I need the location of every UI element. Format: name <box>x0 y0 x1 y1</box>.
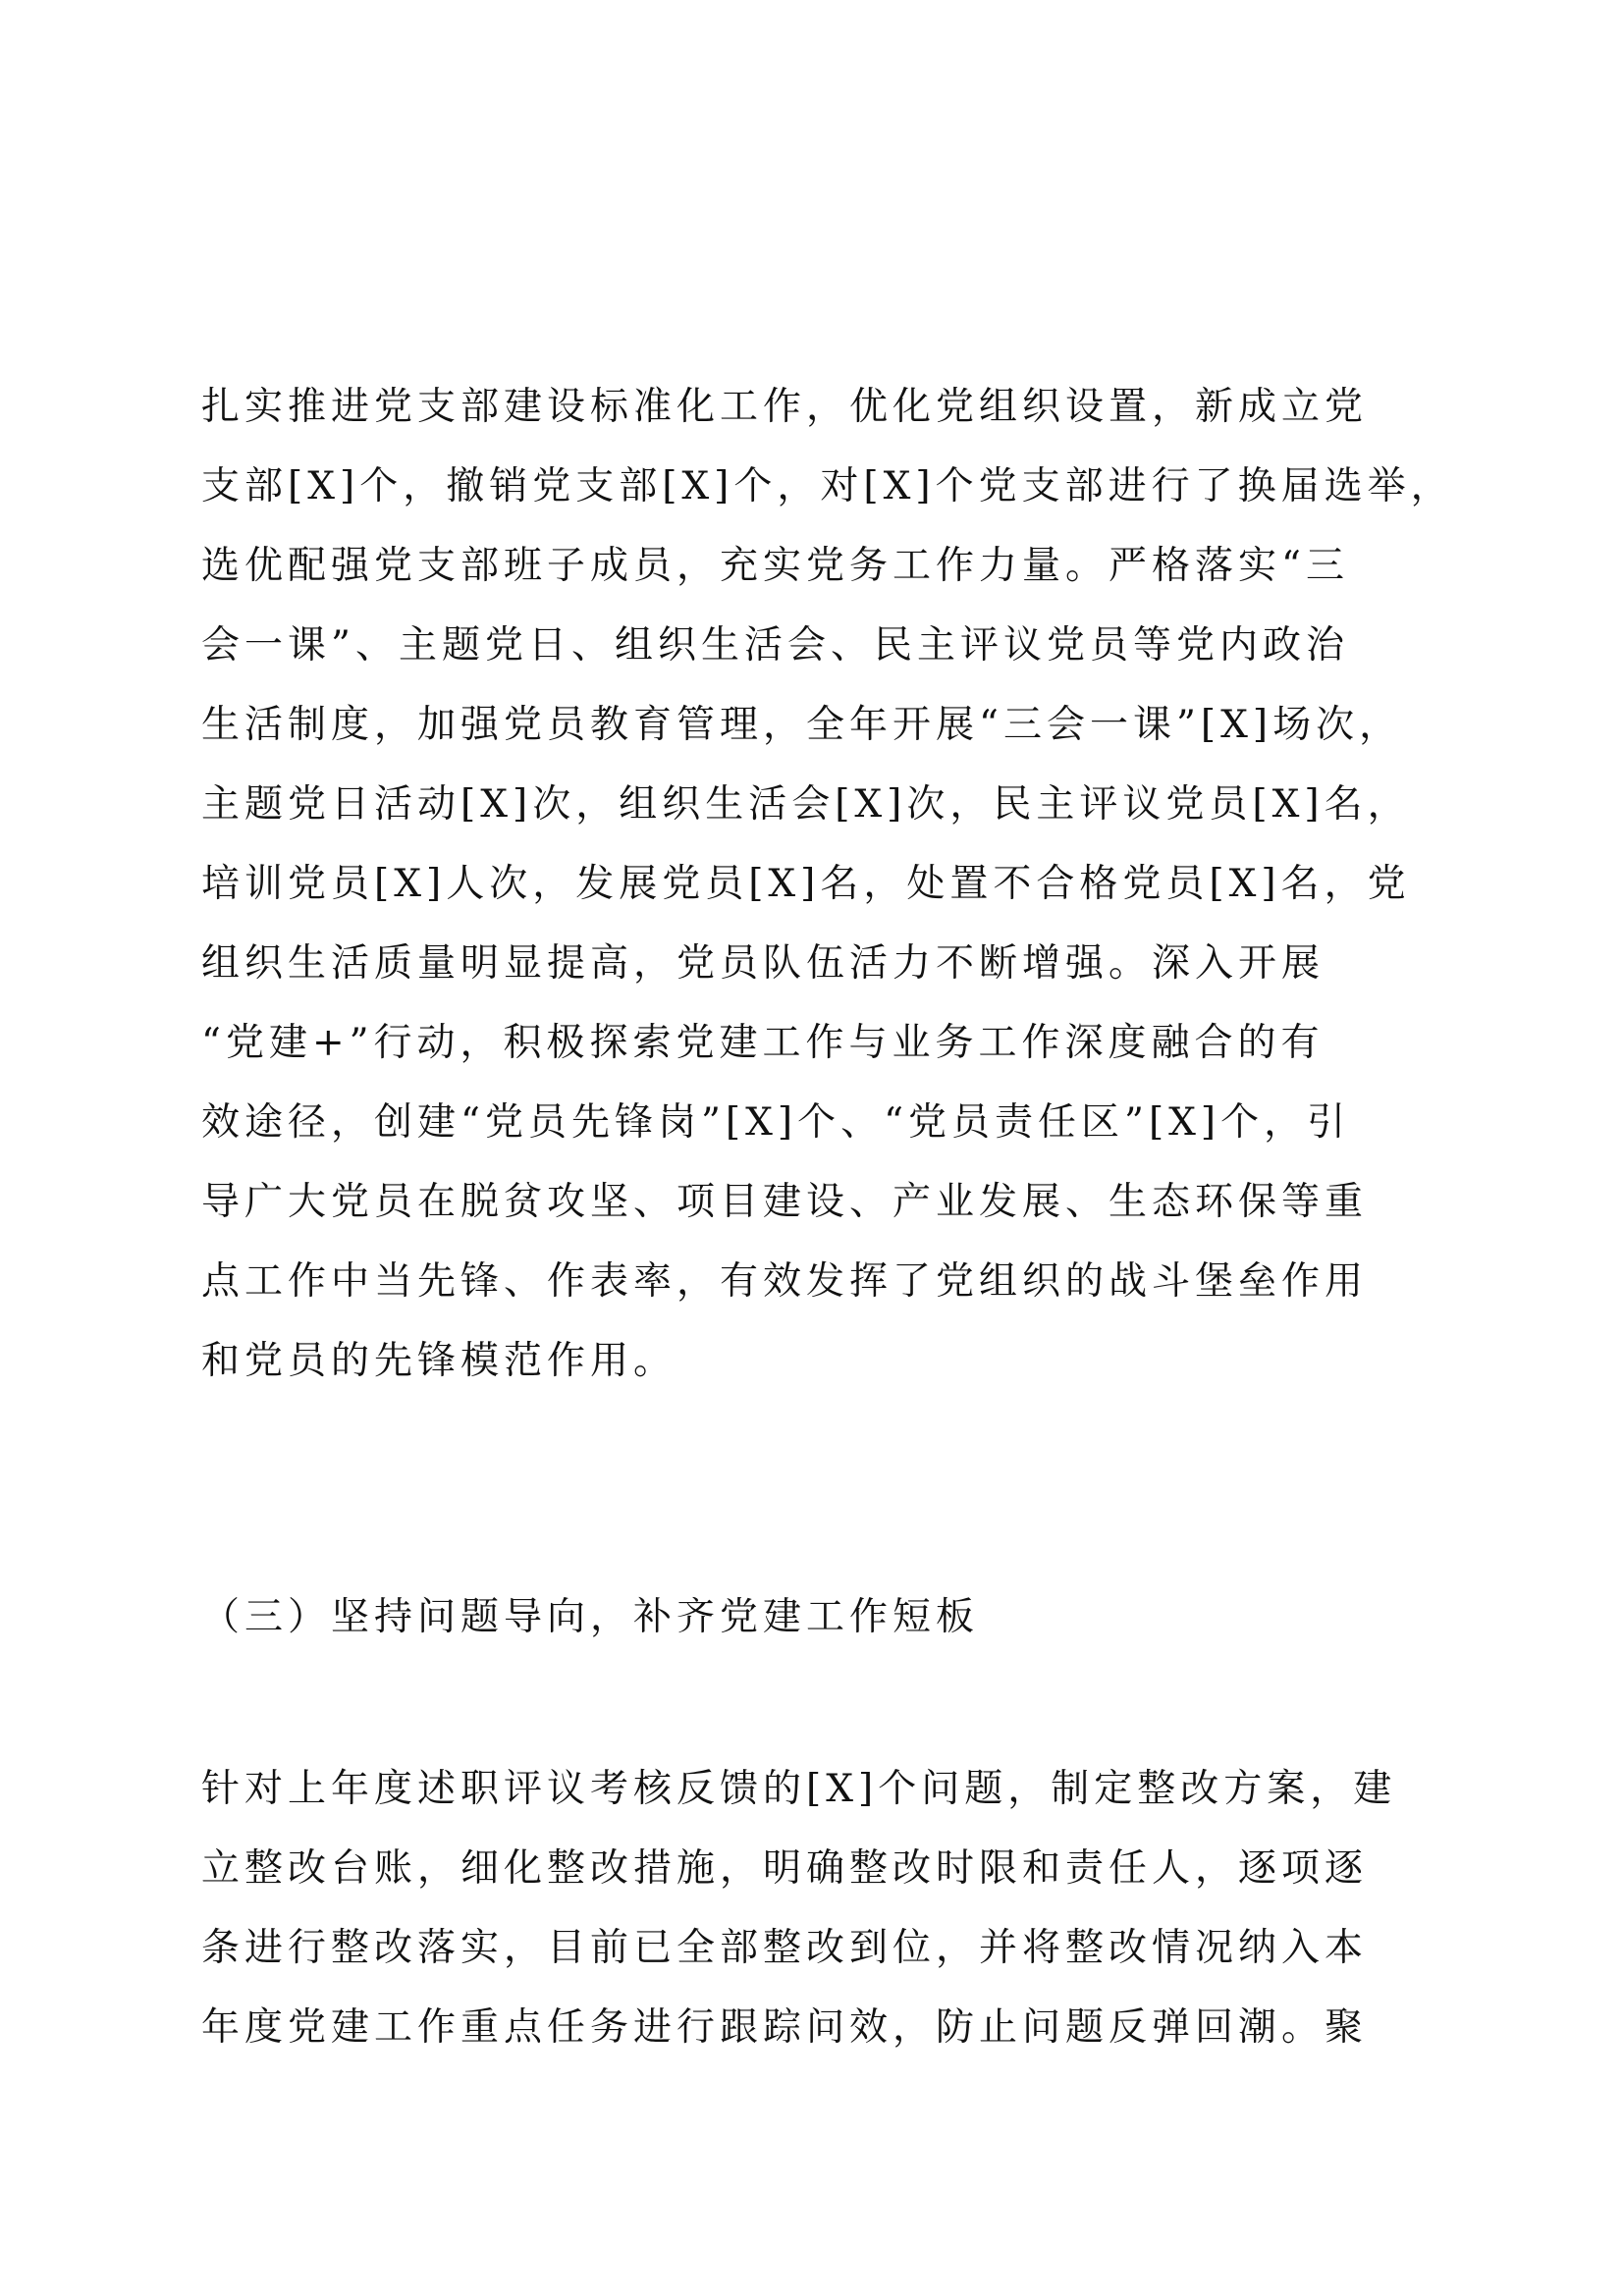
paragraph-line: 年度党建工作重点任务进行跟踪问效，防止问题反弹回潮。聚 <box>201 2005 1369 2050</box>
section-heading <box>201 1577 1429 1657</box>
paragraph-line: 会一课”、主题党日、组织生活会、民主评议党员等党内政治 <box>201 623 1349 667</box>
paragraph-line: 生活制度，加强党员教育管理，全年开展“三会一课”[X]场次， <box>201 703 1403 747</box>
paragraph-line: 扎实推进党支部建设标准化工作，优化党组织设置，新成立党 <box>201 385 1369 429</box>
paragraph-line: 点工作中当先锋、作表率，有效发挥了党组织的战斗堡垒作用 <box>201 1259 1369 1304</box>
paragraph-line: 主题党日活动[X]次，组织生活会[X]次，民主评议党员[X]名， <box>201 782 1411 827</box>
paragraph-line: 导广大党员在脱贫攻坚、项目建设、产业发展、生态环保等重 <box>201 1180 1369 1224</box>
paragraph-rectification <box>201 1749 1429 2067</box>
paragraph-line: 效途径，创建“党员先锋岗”[X]个、“党员责任区”[X]个，引 <box>201 1100 1351 1145</box>
paragraph-line: “党建+”行动，积极探索党建工作与业务工作深度融合的有 <box>201 1021 1325 1065</box>
paragraph-line: 条进行整改落实，目前已全部整改到位，并将整改情况纳入本 <box>201 1926 1369 1970</box>
paragraph-party-branch-standardization <box>201 367 1454 1401</box>
section-heading-text: （三）坚持问题导向，补齐党建工作短板 <box>201 1595 980 1639</box>
paragraph-line: 和党员的先锋模范作用。 <box>201 1339 677 1383</box>
paragraph-line: 组织生活质量明显提高，党员队伍活力不断增强。深入开展 <box>201 941 1325 986</box>
paragraph-line: 支部[X]个，撤销党支部[X]个，对[X]个党支部进行了换届选举， <box>201 464 1454 508</box>
paragraph-line: 选优配强党支部班子成员，充实党务工作力量。严格落实“三 <box>201 544 1349 588</box>
paragraph-line: 针对上年度述职评议考核反馈的[X]个问题，制定整改方案，建 <box>201 1767 1397 1811</box>
paragraph-line: 培训党员[X]人次，发展党员[X]名，处置不合格党员[X]名，党 <box>201 862 1411 906</box>
paragraph-line: 立整改台账，细化整改措施，明确整改时限和责任人，逐项逐 <box>201 1846 1369 1891</box>
